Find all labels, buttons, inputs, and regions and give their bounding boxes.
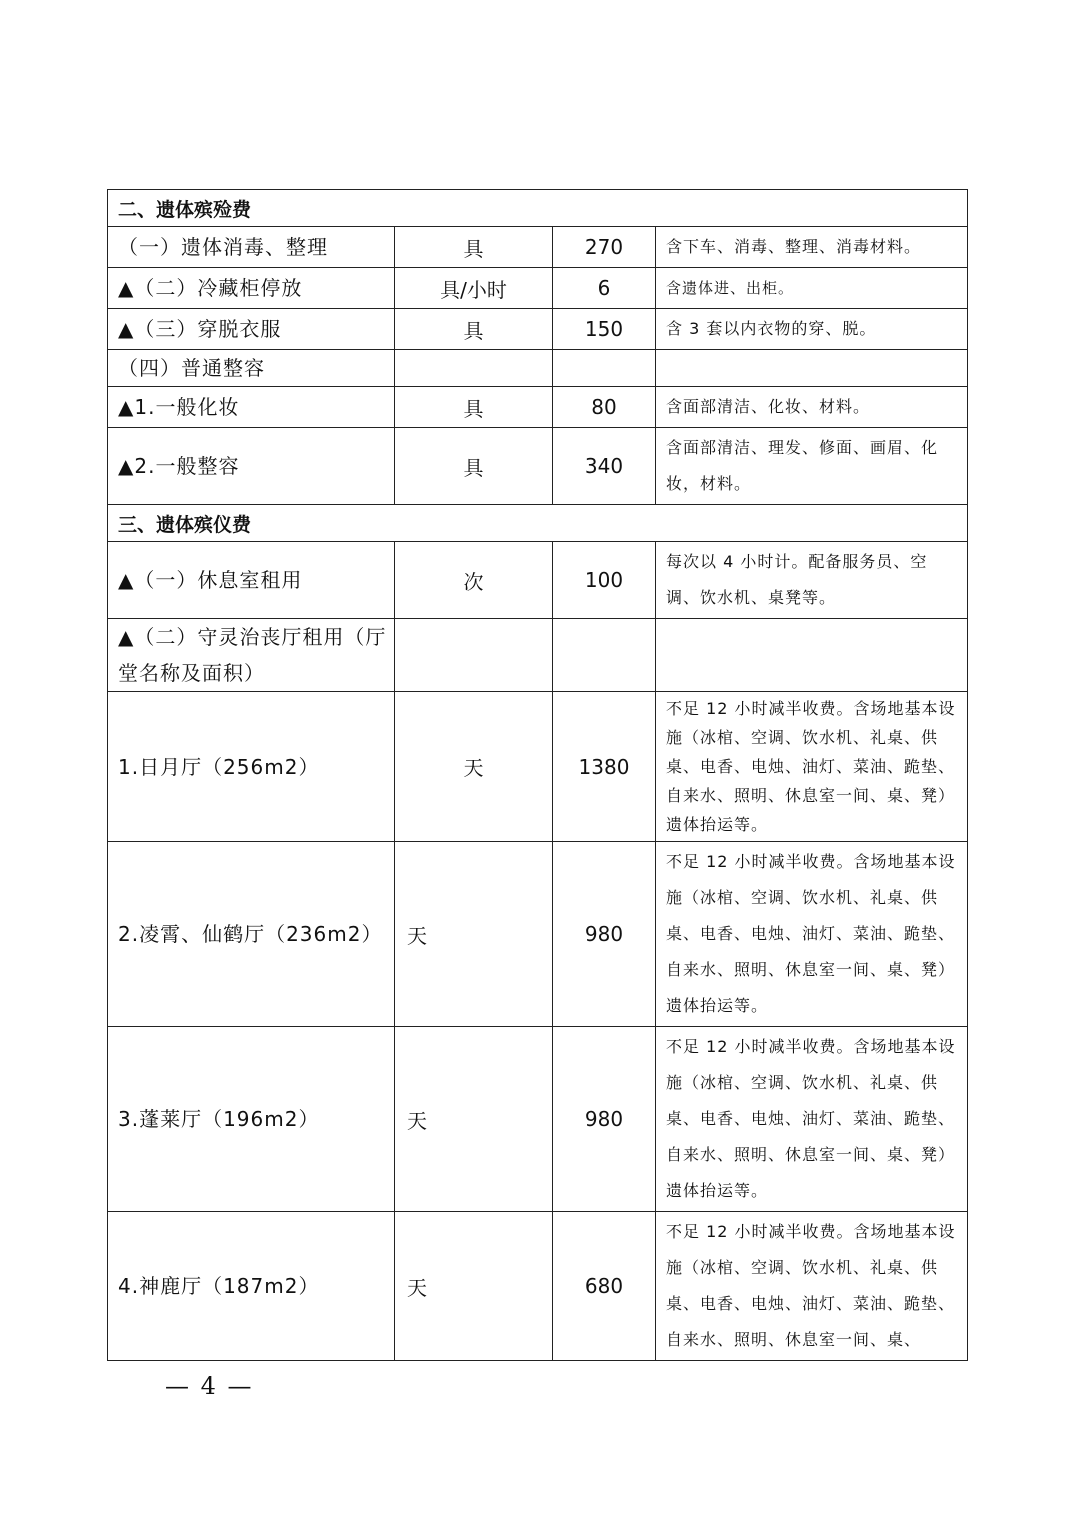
item-note	[656, 350, 968, 387]
item-name: ▲（三）穿脱衣服	[108, 309, 395, 350]
item-price: 6	[553, 268, 656, 309]
item-unit: 天	[395, 1027, 553, 1212]
table-row	[108, 542, 968, 619]
item-note: 不足 12 小时减半收费。含场地基本设施（冰棺、空调、饮水机、礼桌、供桌、电香、电烛、油灯、菜油、跪垫、自来水、照明、休息室一间、桌、	[656, 1212, 968, 1361]
table-row	[108, 227, 968, 268]
item-note	[656, 619, 968, 692]
item-name: 2.凌霄、仙鹤厅（236m2）	[108, 842, 395, 1027]
item-price: 80	[553, 387, 656, 428]
item-name: ▲1.一般化妆	[108, 387, 395, 428]
item-price: 980	[553, 1027, 656, 1212]
table-row	[108, 842, 968, 1027]
item-note: 不足 12 小时减半收费。含场地基本设施（冰棺、空调、饮水机、礼桌、供桌、电香、电烛、油灯、菜油、跪垫、自来水、照明、休息室一间、桌、凳）遗体抬运等。	[656, 1027, 968, 1212]
table-row	[108, 1212, 968, 1361]
table-row	[108, 692, 968, 842]
item-name: （一）遗体消毒、整理	[108, 227, 395, 268]
item-unit: 具/小时	[395, 268, 553, 309]
item-price: 270	[553, 227, 656, 268]
table-row	[108, 268, 968, 309]
item-note: 不足 12 小时减半收费。含场地基本设施（冰棺、空调、饮水机、礼桌、供桌、电香、电烛、油灯、菜油、跪垫、自来水、照明、休息室一间、桌、凳）遗体抬运等。	[656, 692, 968, 842]
item-unit: 具	[395, 227, 553, 268]
item-unit: 次	[395, 542, 553, 619]
item-unit: 天	[395, 842, 553, 1027]
item-note: 含 3 套以内衣物的穿、脱。	[656, 309, 968, 350]
item-name: ▲（二）冷藏柜停放	[108, 268, 395, 309]
item-price: 100	[553, 542, 656, 619]
item-unit: 具	[395, 309, 553, 350]
item-name: （四）普通整容	[108, 350, 395, 387]
table-row	[108, 428, 968, 505]
item-name: ▲（一）休息室租用	[108, 542, 395, 619]
item-unit	[395, 350, 553, 387]
item-price: 680	[553, 1212, 656, 1361]
fee-table	[107, 189, 968, 1361]
item-name: 1.日月厅（256m2）	[108, 692, 395, 842]
item-price: 1380	[553, 692, 656, 842]
item-note: 含遗体进、出柜。	[656, 268, 968, 309]
table-row	[108, 619, 968, 692]
section-title: 二、遗体殡殓费	[108, 190, 968, 227]
page-number: — 4 —	[165, 1372, 254, 1400]
section-row	[108, 190, 968, 227]
item-price	[553, 619, 656, 692]
item-note: 含面部清洁、理发、修面、画眉、化妆，材料。	[656, 428, 968, 505]
item-note: 含面部清洁、化妆、材料。	[656, 387, 968, 428]
item-price	[553, 350, 656, 387]
table-row	[108, 350, 968, 387]
item-unit: 天	[395, 692, 553, 842]
item-note: 不足 12 小时减半收费。含场地基本设施（冰棺、空调、饮水机、礼桌、供桌、电香、电烛、油灯、菜油、跪垫、自来水、照明、休息室一间、桌、凳）遗体抬运等。	[656, 842, 968, 1027]
item-unit	[395, 619, 553, 692]
item-price: 150	[553, 309, 656, 350]
section-title: 三、遗体殡仪费	[108, 505, 968, 542]
item-note: 含下车、消毒、整理、消毒材料。	[656, 227, 968, 268]
table-row	[108, 1027, 968, 1212]
item-unit: 具	[395, 387, 553, 428]
table-row	[108, 387, 968, 428]
section-row	[108, 505, 968, 542]
item-price: 980	[553, 842, 656, 1027]
item-name: ▲（二）守灵治丧厅租用（厅堂名称及面积）	[108, 619, 395, 692]
item-name: 3.蓬莱厅（196m2）	[108, 1027, 395, 1212]
item-price: 340	[553, 428, 656, 505]
item-unit: 具	[395, 428, 553, 505]
item-unit: 天	[395, 1212, 553, 1361]
item-note: 每次以 4 小时计。配备服务员、空调、饮水机、桌凳等。	[656, 542, 968, 619]
item-name: ▲2.一般整容	[108, 428, 395, 505]
table-row	[108, 309, 968, 350]
item-name: 4.神鹿厅（187m2）	[108, 1212, 395, 1361]
